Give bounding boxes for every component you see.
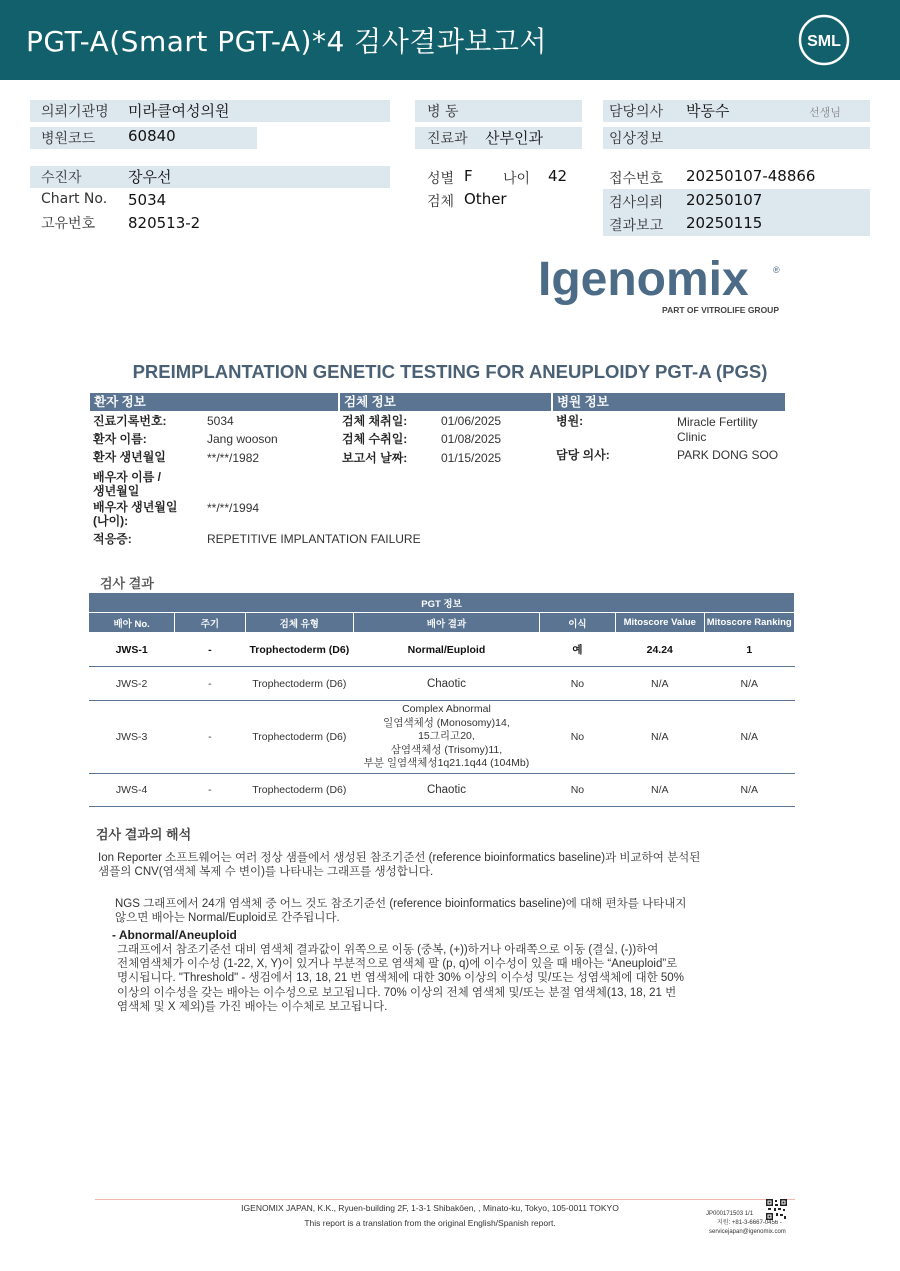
sex-value: F <box>464 167 473 185</box>
report-title: PREIMPLANTATION GENETIC TESTING FOR ANEUPLOIDY PGT-A (PGS) <box>132 361 768 382</box>
spouse-dob-label: 배우자 생년월일 (나이): <box>93 500 178 528</box>
cell-specimen-type: Trophectoderm (D6) <box>245 667 354 701</box>
unique-value: 820513-2 <box>128 214 201 232</box>
receive-label: 검체 수취일: <box>342 432 408 446</box>
sml-logo <box>798 14 850 66</box>
clinical-label: 임상정보 <box>609 131 664 147</box>
age-label: 나이 <box>503 171 531 187</box>
collect-label: 검체 채취일: <box>342 414 408 428</box>
doctor-suffix: 선생님 <box>809 106 841 119</box>
results-table <box>88 592 795 807</box>
patient-dob-value: **/**/1982 <box>207 451 260 465</box>
patient-name-value: Jang wooson <box>207 432 278 446</box>
report-date-value: 01/15/2025 <box>441 451 502 465</box>
col-mitoscore-ranking: Mitoscore Ranking <box>704 613 795 633</box>
receipt-label: 접수번호 <box>609 171 664 187</box>
cell-embryo: JWS-4 <box>89 773 175 806</box>
spouse-name-label: 배우자 이름 / 생년월일 <box>93 470 161 498</box>
hospital-code-label: 병원코드 <box>41 131 96 147</box>
col-mitoscore-value: Mitoscore Value <box>616 613 704 633</box>
patient-label: 수진자 <box>41 170 82 186</box>
footer-phone: 지원: +81-3-6667-0456 - <box>717 1220 782 1226</box>
cell-specimen-type: Trophectoderm (D6) <box>245 773 354 806</box>
report-date-label: 보고서 날짜: <box>342 451 408 465</box>
report-value: 20250115 <box>686 214 763 232</box>
clinic-doctor-label: 담당 의사: <box>556 448 610 462</box>
cell-cycle: - <box>175 667 245 701</box>
cell-mitoscore-value: N/A <box>616 667 704 701</box>
cell-mitoscore-ranking: N/A <box>704 701 795 774</box>
chart-label: Chart No. <box>41 191 108 207</box>
col-result: 배아 결과 <box>354 613 540 633</box>
age-value: 42 <box>548 167 568 185</box>
chart-value: 5034 <box>128 191 167 209</box>
cell-embryo: JWS-2 <box>89 667 175 701</box>
cell-mitoscore-value: 24.24 <box>616 633 704 667</box>
cell-embryo: JWS-1 <box>89 633 175 667</box>
table-row <box>89 667 795 701</box>
igenomix-logo-reg: ® <box>773 265 780 275</box>
igenomix-logo <box>530 253 790 319</box>
institution-value: 미라클여성의원 <box>128 102 230 120</box>
interpretation-title: 검사 결과의 해석 <box>96 827 192 842</box>
specimen-value: Other <box>464 190 507 208</box>
footer-address: IGENOMIX JAPAN, K.K., Ryuen-building 2F, 1-3-1 Shibakōen, , Minato-ku, Tokyo, 105-0011 TOKYO <box>241 1203 619 1213</box>
request-value: 20250107 <box>686 191 763 209</box>
col-embryo: 배아 No. <box>89 613 175 633</box>
report-label: 결과보고 <box>609 218 664 234</box>
table-row <box>89 701 795 774</box>
header-bar <box>0 0 900 80</box>
request-label: 검사의뢰 <box>609 195 664 211</box>
cell-cycle: - <box>175 633 245 667</box>
indication-value: REPETITIVE IMPLANTATION FAILURE <box>207 532 421 546</box>
cell-specimen-type: Trophectoderm (D6) <box>245 633 354 667</box>
aneuploid-subhead: - Abnormal/Aneuploid <box>112 928 237 942</box>
cell-mitoscore-value: N/A <box>616 701 704 774</box>
cell-result: Chaotic <box>354 773 540 806</box>
patient-dob-label: 환자 생년월일 <box>93 450 166 464</box>
specimen-info-head: 검체 정보 <box>340 393 551 411</box>
patient-info-head: 환자 정보 <box>90 393 338 411</box>
col-transfer: 이식 <box>539 613 615 633</box>
col-cycle: 주기 <box>175 613 245 633</box>
indication-label: 적응증: <box>93 532 132 546</box>
clinic-info-head: 병원 정보 <box>553 393 785 411</box>
cell-specimen-type: Trophectoderm (D6) <box>245 701 354 774</box>
clinic-label: 병원: <box>556 414 584 428</box>
footer-note: This report is a translation from the original English/Spanish report. <box>304 1218 556 1228</box>
cell-mitoscore-value: N/A <box>616 773 704 806</box>
record-value: 5034 <box>207 414 234 428</box>
igenomix-logo-text: Igenomix <box>538 253 749 306</box>
table-row <box>89 633 795 667</box>
receipt-value: 20250107-48866 <box>686 167 816 185</box>
patient-band <box>30 166 390 188</box>
table-row <box>89 773 795 806</box>
footer-email: servicejapan@igenomix.com <box>709 1229 786 1235</box>
interpretation-paragraph-3: 그래프에서 참조기준선 대비 염색체 결과값이 위쪽으로 이동 (중복, (+))하거나 아래쪽으로 이동 (결실, (-))하여 전체염색체가 이수성 (1-22, X, Y)이 있거나 부분적으로 염색체 팔 (p, q)에 이수성이 있을 때 배아는 “Aneuploid”로 명시됩니다. "Threshold" - 생검에서 13, 18, 21 번 염색체에 대한 30% 이상의 이수성 및/또는 성염색체에 대한 50% 이상의 이수성을 갖는 배아는 이수성으로 보고됩니다. 70% 이상의 전체 염색체 및/또는 분절 염색체(13, 18, 21 번 염색체 및 X 제외)를 가진 배아는 이수체로 보고됩니다. <box>117 944 684 1013</box>
patient-name-label: 환자 이름: <box>93 432 147 446</box>
ward-label: 병 동 <box>427 104 459 120</box>
doctor-value: 박동수 <box>686 102 730 120</box>
clinic-value: Miracle Fertility Clinic <box>677 415 758 444</box>
cell-transfer: No <box>539 773 615 806</box>
cell-mitoscore-ranking: N/A <box>704 667 795 701</box>
cell-result: Complex Abnormal 일염색체성 (Monosomy)14, 15그리고20, 삼염색체성 (Trisomy)11, 부분 일염색체성1q21.1q44 (104Mb) <box>354 701 540 774</box>
receive-value: 01/08/2025 <box>441 432 502 446</box>
hospital-code-value: 60840 <box>128 127 176 145</box>
collect-value: 01/06/2025 <box>441 414 502 428</box>
cell-result: Chaotic <box>354 667 540 701</box>
cell-cycle: - <box>175 701 245 774</box>
cell-transfer: 예 <box>539 633 615 667</box>
sex-label: 성별 <box>427 171 455 187</box>
cell-mitoscore-ranking: 1 <box>704 633 795 667</box>
results-title: 검사 결과 <box>100 576 154 591</box>
specimen-label: 검체 <box>427 194 455 210</box>
institution-label: 의뢰기관명 <box>41 104 109 120</box>
cell-transfer: No <box>539 667 615 701</box>
record-label: 진료기록번호: <box>93 414 167 428</box>
interpretation-paragraph-2: NGS 그래프에서 24개 염색체 중 어느 것도 참조기준선 (reference bioinformatics baseline)에 대해 편차를 나타내지 않으면 배아는 Normal/Euploid로 간주됩니다. <box>115 898 687 924</box>
unique-label: 고유번호 <box>41 216 96 232</box>
cell-mitoscore-ranking: N/A <box>704 773 795 806</box>
col-specimen-type: 검체 유형 <box>245 613 354 633</box>
pgt-group-header: PGT 정보 <box>89 593 795 613</box>
doctor-label: 담당의사 <box>609 104 664 120</box>
patient-value: 장우선 <box>128 168 172 186</box>
footer-divider <box>95 1199 795 1200</box>
sml-logo-text: SML <box>807 33 841 50</box>
report-title-korean: PGT-A(Smart PGT-A)*4 검사결과보고서 <box>26 25 548 58</box>
footer-code: JP000171503 1/1 <box>706 1211 754 1217</box>
cell-result: Normal/Euploid <box>354 633 540 667</box>
qr-code-icon <box>766 1199 787 1220</box>
dept-value: 산부인과 <box>485 129 543 147</box>
interpretation-paragraph-1: Ion Reporter 소프트웨어는 여러 정상 샘플에서 생성된 참조기준선 (reference bioinformatics baseline)과 비교하여 분석된 샘플의 CNV(염색체 복제 수 변이)를 나타내는 그래프를 생성합니다. <box>98 852 701 878</box>
cell-embryo: JWS-3 <box>89 701 175 774</box>
clinic-doctor-value: PARK DONG SOO <box>677 448 779 462</box>
dept-label: 진료과 <box>427 131 468 147</box>
cell-cycle: - <box>175 773 245 806</box>
spouse-dob-value: **/**/1994 <box>207 501 260 515</box>
cell-transfer: No <box>539 701 615 774</box>
igenomix-logo-sub: PART OF VITROLIFE GROUP <box>662 305 779 315</box>
